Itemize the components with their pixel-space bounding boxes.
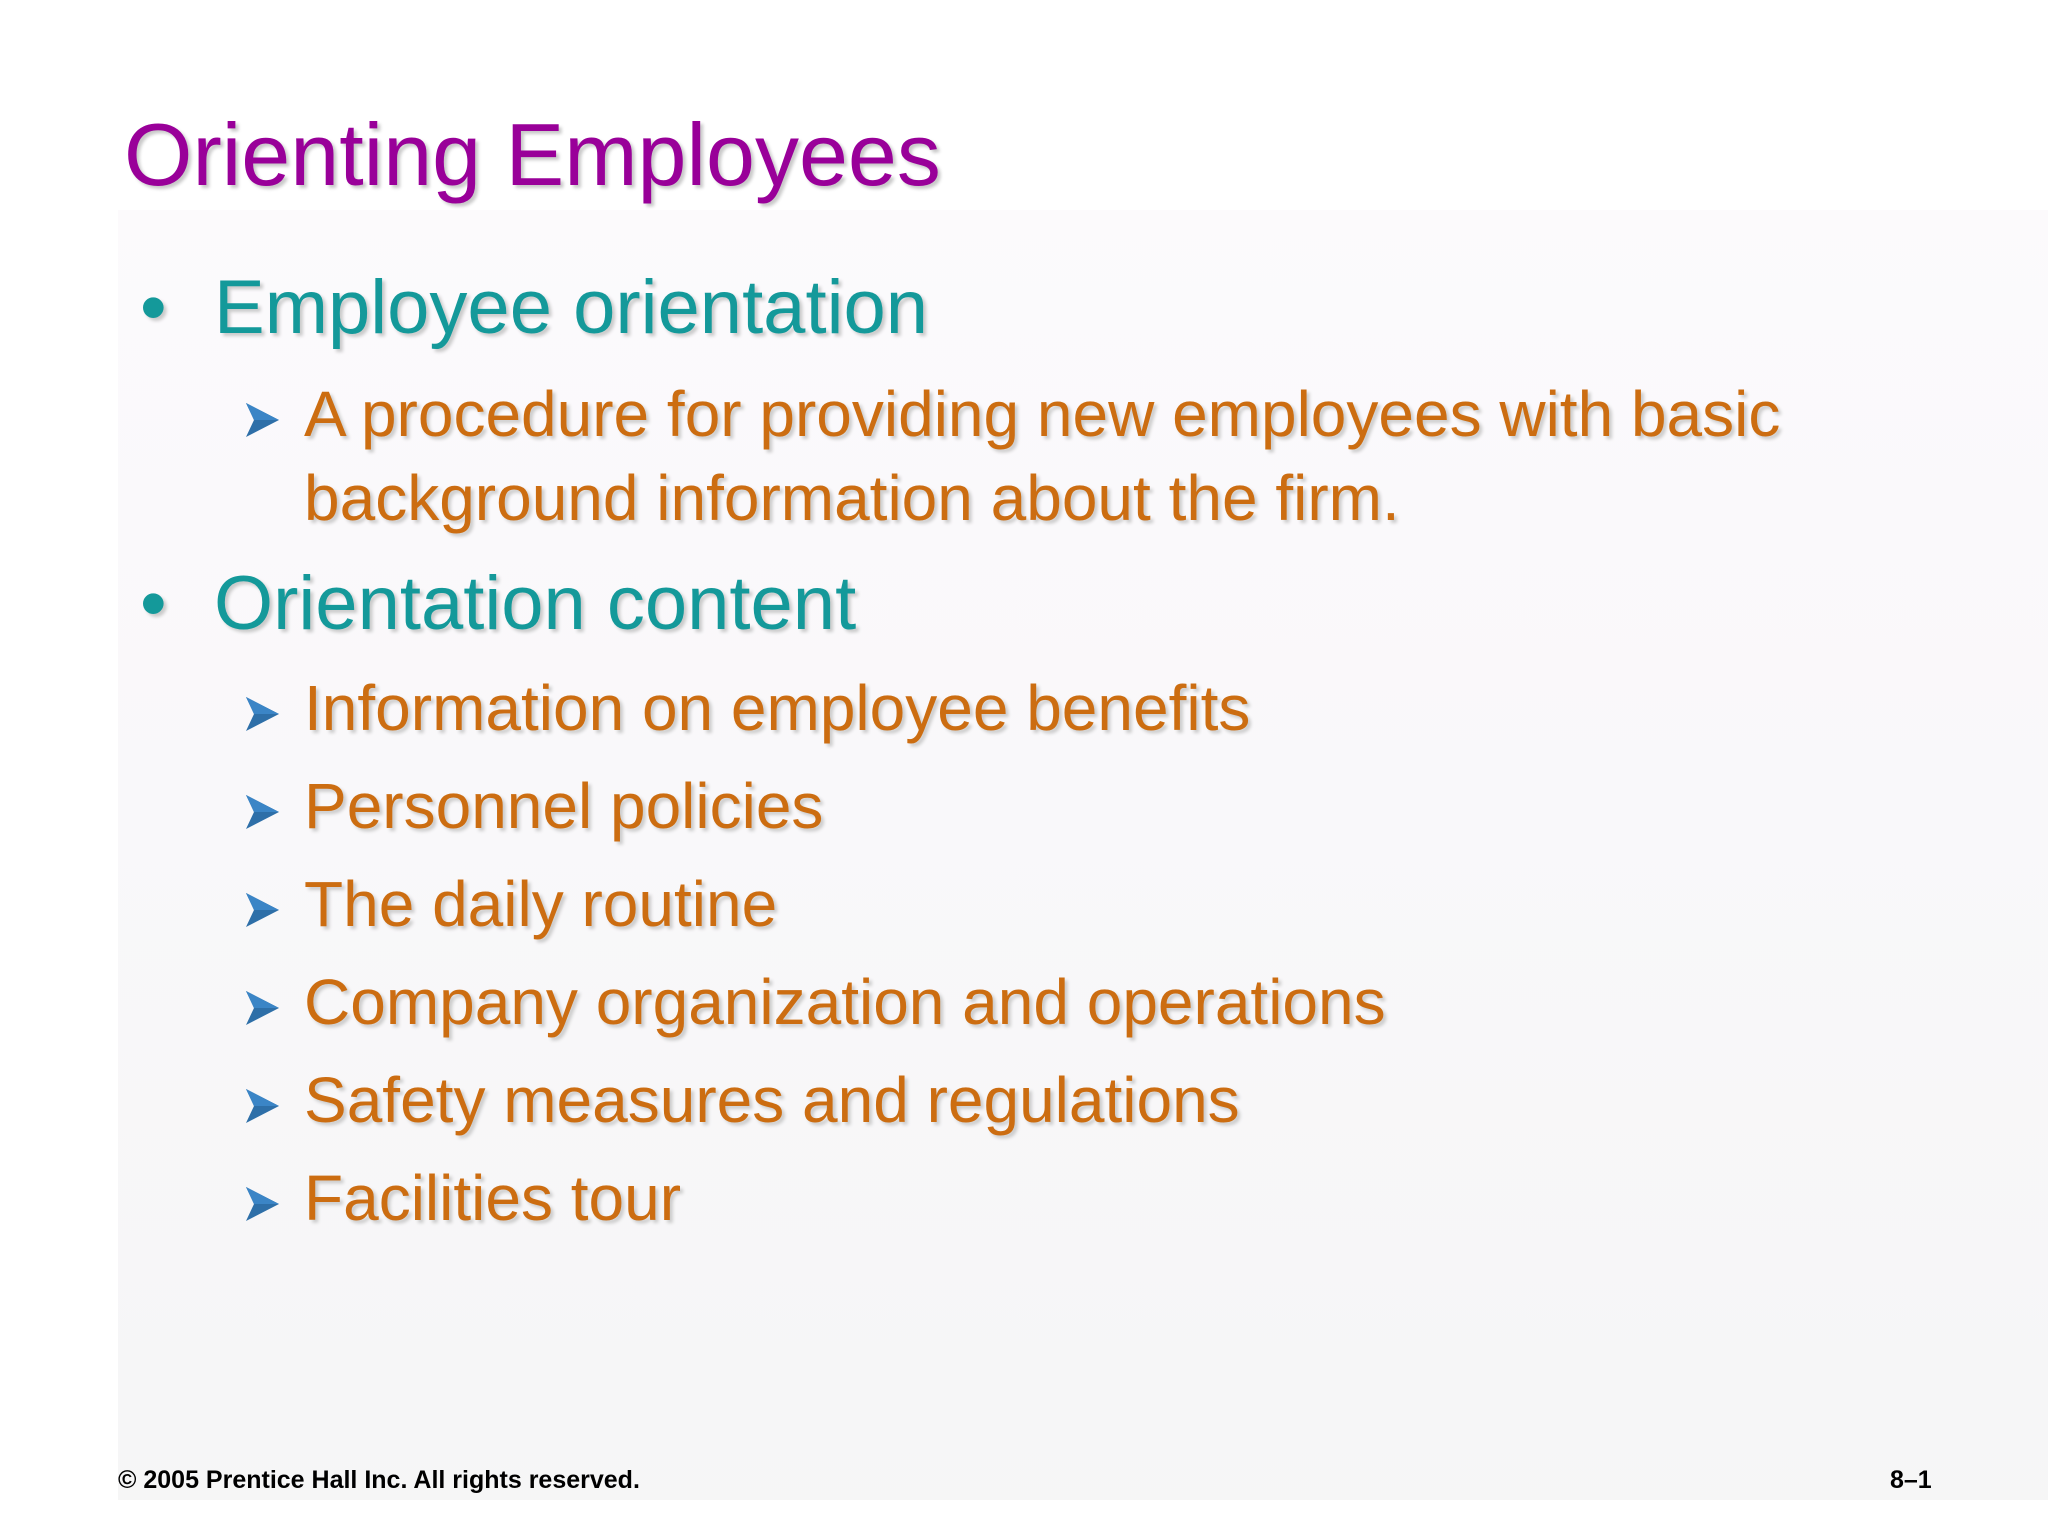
arrowhead-icon: [242, 890, 282, 930]
subitem-label: Information on employee benefits: [304, 672, 1251, 744]
bullet-label: Employee orientation: [214, 265, 928, 350]
arrowhead-icon: [242, 792, 282, 832]
subitem-label: The daily routine: [304, 868, 778, 940]
arrowhead-icon: [242, 400, 282, 440]
bullet-label: Orientation content: [214, 561, 857, 646]
slide-title: Orienting Employees: [124, 105, 941, 204]
subitem-label-line2: background information about the firm.: [304, 462, 1400, 534]
arrowhead-icon: [242, 988, 282, 1028]
arrowhead-icon: [242, 1086, 282, 1126]
subitem-label-line1: A procedure for providing new employees with basic: [304, 378, 1781, 450]
subitem-label: Facilities tour: [304, 1162, 681, 1234]
footer-page-number: 8–1: [1890, 1466, 1932, 1494]
subitem-label: Company organization and operations: [304, 966, 1386, 1038]
subitem-label: Safety measures and regulations: [304, 1064, 1240, 1136]
footer-copyright: © 2005 Prentice Hall Inc. All rights reserved.: [118, 1466, 640, 1494]
subitem-label: Personnel policies: [304, 770, 824, 842]
bullet-dot-icon: •: [140, 561, 167, 646]
bullet-dot-icon: •: [140, 265, 167, 350]
arrowhead-icon: [242, 694, 282, 734]
arrowhead-icon: [242, 1184, 282, 1224]
